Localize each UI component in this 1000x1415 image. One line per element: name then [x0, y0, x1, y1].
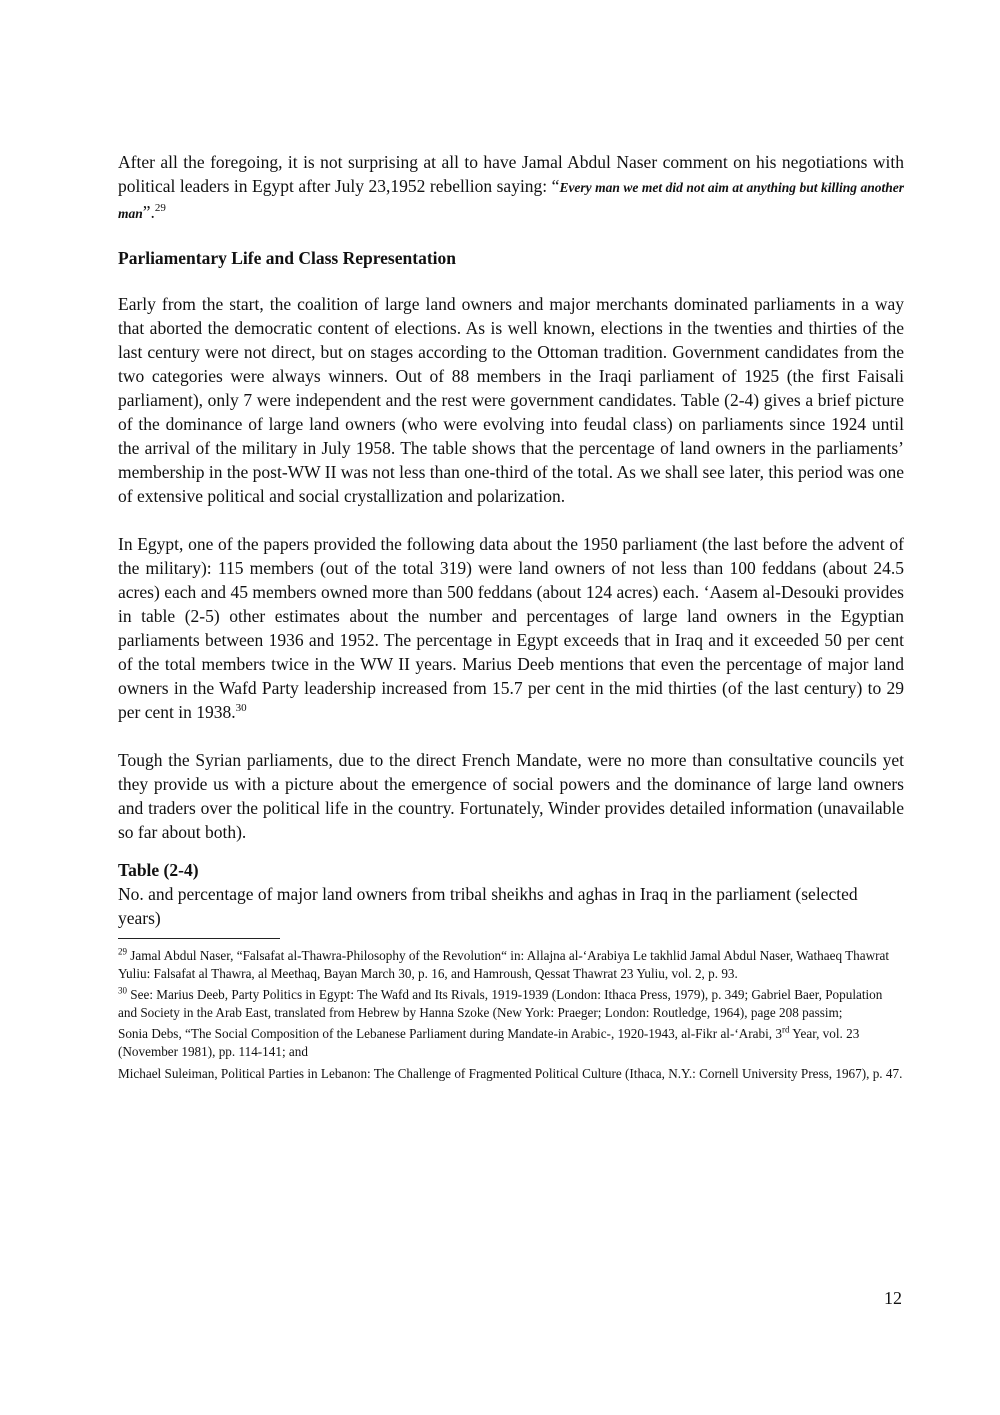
page-body: [118, 150, 904, 1086]
paragraph-egypt: [118, 532, 904, 724]
footnote-30-continued-suleiman: Michael Suleiman, Political Parties in Lebanon: The Challenge of Fragmented Political Culture (Ithaca, N.Y.: Cornell University Press, 1967), p. 47.: [118, 1065, 903, 1081]
opening-paragraph: [118, 150, 904, 226]
section-heading: Parliamentary Life and Class Representation: [118, 248, 456, 268]
footnote-ref-30[interactable]: 30: [235, 702, 247, 715]
quote-close: ”.: [142, 202, 155, 222]
table-caption: No. and percentage of major land owners from tribal sheikhs and aghas in Iraq in the parliament (selected years): [118, 884, 858, 928]
paragraph-syria: Tough the Syrian parliaments, due to the direct French Mandate, were no more than consultative councils yet they provide us with a picture about the emergence of social powers and the dominance of large land owners and traders over the political life in the country. Fortunately, Winder provides detailed information (unavailable so far about both).: [118, 750, 904, 842]
debs-text: Sonia Debs, “The Social Composition of the Lebanese Parliament during Mandate-in Arabic-, 1920-1943, al-Fikr al-‘Arabi, 3: [118, 1026, 782, 1042]
egypt-text: In Egypt, one of the papers provided the following data about the 1950 parliament (the last before the advent of the military): 115 members (out of the total 319) were land owners of not less than 100 feddans (about 24.5 acres) each and 45 members owned more than 500 feddans (about 124 acres) each. ‘Aasem al-Desouki provides in table (2-5) other estimates about the number and percentages of large land owners in the Egyptian parliaments between 1936 and 1952. The percentage in Egypt exceeds that in Iraq and it exceeded 50 per cent of the total members twice in the WW II years. Marius Deeb mentions that even the percentage of major land owners in the Wafd Party leadership increased from 15.7 per cent in the mid thirties (of the last century) to 29 per cent in 1938.: [118, 534, 904, 722]
page-number: 12: [884, 1288, 902, 1308]
footnote-num-29: 29: [118, 946, 127, 957]
paragraph-parliament-iraq: Early from the start, the coalition of large land owners and major merchants dominated parliaments in a way that aborted the democratic content of elections. As is well known, elections in the twenties and thirties of the last century were not direct, but on stages according to the Ottoman tradition. Government candidates from the two categories were always winners. Out of 88 members in the Iraqi parliament of 1925 (the first Faisali parliament), only 7 were independent and the rest were government candidates. Table (2-4) gives a brief picture of the dominance of large land owners (who were evolving into feudal class) on parliaments since 1924 until the arrival of the military in July 1958. The table shows that the percentage of land owners in the parliaments’ membership in the post-WW II was not less than one-third of the total. As we shall see later, this period was one of extensive political and social crystallization and polarization.: [118, 294, 904, 506]
footnote-text-29: Jamal Abdul Naser, “Falsafat al-Thawra-Philosophy of the Revolution“ in: Allajna al-‘Arabiya Le takhlid Jamal Abdul Naser, Wathaeq Thawrat Yuliu: Falsafat al Thawra, al Meethaq, Bayan March 30, p. 16, and Hamroush, Qessat Thawrat 23 Yuliu, vol. 2, p. 93.: [118, 948, 890, 981]
footnote-30-continued-debs: [118, 1025, 904, 1060]
footnote-29: [118, 947, 904, 982]
footnote-divider: [118, 938, 280, 939]
footnote-ref-29[interactable]: 29: [154, 202, 166, 215]
debs-text-end: Year, vol. 23 (November 1981), pp. 114-141; and: [118, 1026, 860, 1059]
ordinal-suffix: rd: [781, 1024, 790, 1035]
naser-quote: Every man we met did not aim at anything but killing another man: [118, 180, 904, 221]
opening-text: After all the foregoing, it is not surprising at all to have Jamal Abdul Naser comment on his negotiations with political leaders in Egypt after July 23,1952 rebellion saying: “: [118, 152, 904, 196]
footnote-30: [118, 986, 904, 1021]
footnote-num-30: 30: [118, 985, 127, 996]
table-title: Table (2-4): [118, 860, 199, 880]
footnote-text-30: See: Marius Deeb, Party Politics in Egypt: The Wafd and Its Rivals, 1919-1939 (London: Ithaca Press, 1979), p. 349; Gabriel Baer, Population and Society in the Arab East, translated from Hebrew by Hanna Szoke (New York: Praeger; London: Routledge, 1964), page 208 passim;: [118, 987, 883, 1020]
